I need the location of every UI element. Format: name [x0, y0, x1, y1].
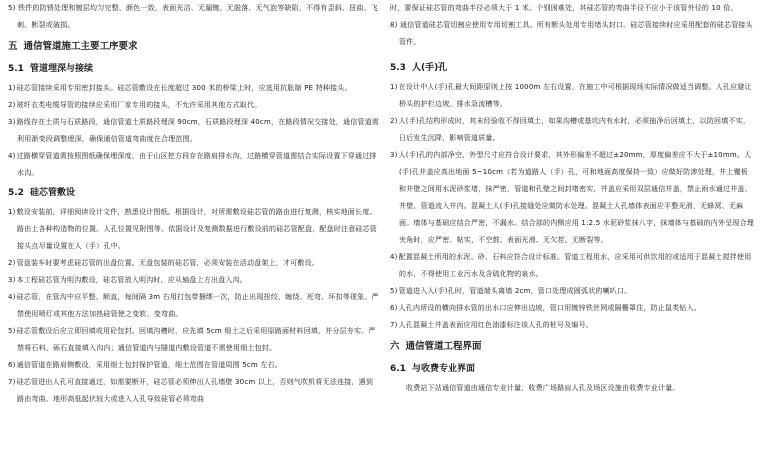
list-item: 7)人孔混凝土井盖表面应用红色油漆标注该人孔的桩号及编号。 [390, 321, 593, 329]
list-item: 7)硅芯管进出人孔可直接通过，如需要断开，硅芯管必须伸出人孔墙壁 30cm 以上，否则气吹机将无法连接，遇到路由弯曲、地形高低起伏较大或进入人孔导致硅管必须弯曲 [8, 378, 374, 403]
subsection-title: 与收费专业界面 [411, 364, 475, 374]
subsection-heading [8, 58, 380, 80]
list-item: 1)敷设安装前，详细阅读设计文件，熟悉设计图纸。根据设计，对所需敷设硅芯管的路由进行复测，核实地面长度、路由上各种构造物的位置。人孔位置见附图等。依据设计及复测数据进行敷设前的硅芯管配盘，配盘时注意硅芯管接头点尽量设置在人（手）孔中。 [8, 208, 377, 250]
list-item: 5) 铁件的防锈处理和镀层均匀完整、颜色一致，表面光洁、无漏镀、无脱落、无气泡等缺陷，不得有歪斜、扭曲、飞刺、断裂或破损。 [8, 4, 379, 29]
section-title: 通信管道施工主要工序要求 [23, 41, 138, 52]
section-title: 通信管道工程界面 [405, 341, 482, 352]
subsection-number: 5.3 [390, 63, 406, 73]
section-number: 五 [8, 41, 18, 52]
list-item: 3)路线存在土质与石质路段，通信管道土质路段埋深 90cm，石质路段埋深 40cm，在路段情况交接处，通信管道需利用渐变段调整埋深，确保通信管道弯曲度在合理范围。 [8, 118, 379, 143]
list-item: 1)硅芯管接续采用专用密封接头。硅芯管敷设在长度超过 300 米的桥梁上时，应选用抗胀缩 PE 特种接头。 [8, 84, 352, 92]
list-item: 4)过路横穿管道需按照图纸确保埋深度，由于山区挖方段存在路肩排水沟，过路横穿管道需结合实际设置下穿通过排水沟。 [8, 152, 377, 177]
list-item: 3)本工程硅芯管为明沟敷设，硅芯管放入明沟时，应从轴盘上方出盘入沟。 [8, 276, 247, 284]
subsection-heading [8, 182, 380, 204]
list-item: 4)硅芯管，在管沟中应平整、顺直，每间隔 3m 右用打包带捆绑一次，防止出现扭绞、缠绕、死弯、环扣等现象。严禁使用喷灯或其他方法加热硅管使之变软、变弯曲。 [8, 293, 379, 318]
list-item: 4)配置混凝土所用的水泥、砂、石料应符合设计标准。管道工程用水，应采用可供饮用的或适用于混凝土搅拌使用的水，不得使用工业污水及含硫化物的泉水。 [390, 253, 752, 278]
left-column [8, 0, 380, 408]
right-column [390, 0, 754, 397]
continuation-text: 时，要保证硅芯管的弯曲半径必须大于 1 米。个别困难处，其硅芯管的弯曲半径不应小于该管外径的 10 倍。 [390, 4, 738, 12]
subsection-heading [390, 358, 754, 380]
list-item: 5)硅芯管敷设后应立即回填或用砼包封。回填沟槽时，应先填 5cm 细土之后采用原路面材料回填，并分层夯实。严禁将石料、砾石直接填入沟内；通信管道内与隧道内敷设管道不需使用细土包封。 [8, 327, 376, 352]
subsection-number: 5.2 [8, 188, 24, 198]
list-item: 2)玻纤衣类电缆导管的接续应采用厂家专用的接头，不允许采用其他方式取代。 [8, 101, 262, 109]
section-number: 六 [390, 341, 400, 352]
list-item: 8) 通信管道硅芯管切割应使用专用切割工具。所有断头处用专用堵头封口。硅芯管接续时应采用配套的硅芯管接头管件。 [390, 21, 753, 46]
list-item: 3)人(手)孔的内部净空、外型尺寸应符合设计要求，其外形偏差不超过±20mm，厚度偏差应不大于±10mm。人(手)孔井盖应高出地面 5~10cm（若为道路人（手）孔，可和地面高度保持一致）应做好防渗处理，井上覆板和井壁之间用水泥砂浆堵，抹严密，管道和孔壁之间封堵密实，井盖应采用双层通信井盖，禁止雨水通过井盖、井壁、管道流入井内。混凝土人(手)孔接缝处应做防水处理。混凝土人孔墙体表面应平整光滑，无蜂窝、无麻面。墙体与基础应结合严密，不漏水。结合部的内侧应用 1:2.5 水泥砂浆抹八字，抹墙体与基础的内外呈现合理夹角时，应严密、帖实、不空鼓、表面光滑、无欠茬、无断裂等。 [390, 151, 754, 244]
subsection-title: 人(手)孔 [411, 63, 448, 73]
subsection-number: 5.1 [8, 64, 24, 74]
section-heading [390, 336, 754, 358]
subsection-number: 6.1 [390, 364, 406, 374]
list-item: 6)人孔内所设的横向排水管的出水口应伸出边坡，管口用镀锌铁丝网或隔栅罩住，防止鼠类钻入。 [390, 304, 701, 312]
section-heading [8, 36, 380, 58]
list-item: 1)在设计中人(手)孔最大间距原则上按 1000m 左右设置，在施工中可根据现场实际情况做适当调整。人孔应避让桥头的护栏边坡、排水急流槽等。 [390, 83, 752, 108]
subsection-title: 硅芯管敷设 [29, 188, 75, 198]
body-paragraph: 收费站下站通信管道由通信专业计量，收费广场路肩人孔及场区设施由收费专业计量。 [406, 384, 680, 392]
list-item: 6)通信管道在路肩侧敷设，采用细土包封保护管道，细土范围在管道周围 5cm 左右。 [8, 361, 282, 369]
list-item: 2)管盘装车时要考虑硅芯管的出盘位置。无盘包装的硅芯管，必须安装在活动盘架上，才可敷设。 [8, 259, 319, 267]
list-item: 2)人(手)孔结构形成时，其未经验收不得回填土，如果沟槽或基坑内有水时，必须抽净后回填土，以防回填不实，日后发生沉降，影响管道质量。 [390, 117, 751, 142]
list-item: 5)管道进入人(手)孔时，管道端头离墙 2cm，管口处理成圆弧状的喇叭口。 [390, 287, 632, 295]
subsection-heading [390, 57, 754, 79]
subsection-title: 管道埋深与接续 [29, 64, 93, 74]
